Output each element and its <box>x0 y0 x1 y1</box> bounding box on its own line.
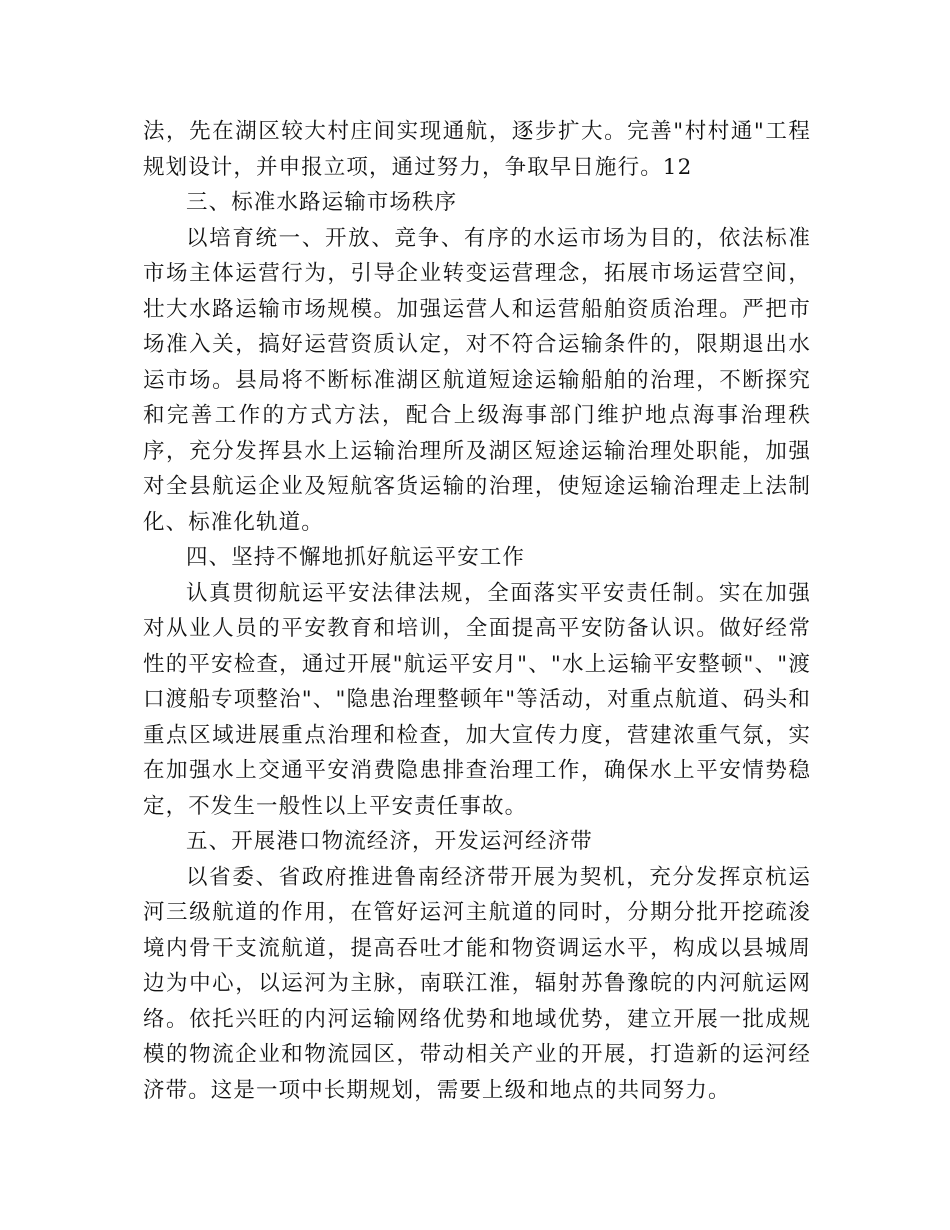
section-heading-4: 四、坚持不懈地抓好航运平安工作 <box>186 545 526 570</box>
section-heading-5: 五、开展港口物流经济，开发运河经济带 <box>186 829 593 854</box>
body-paragraph: 以省委、省政府推进鲁南经济带开展为契机，充分发挥京杭运河三级航道的作用，在管好运河主航道的同时，分期分批开挖疏浚境内骨干支流航道，提高吞吐才能和物资调运水平，构成以县城周边为中心，以运河为主脉，南联江淮，辐射苏鲁豫皖的内河航运网络。依托兴旺的内河运输网络优势和地域优势，建立开展一批成规模的物流企业和物流园区，带动相关产业的开展，打造新的运河经济带。这是一项中长期规划，需要上级和地点的共同努力。 <box>143 864 811 1103</box>
body-paragraph: 以培育统一、开放、竞争、有序的水运市场为目的，依法标准市场主体运营行为，引导企业转变运营理念，拓展市场运营空间，壮大水路运输市场规模。加强运营人和运营船舶资质治理。严把市场准入关，搞好运营资质认定，对不符合运输条件的，限期退出水运市场。县局将不断标准湖区航道短途运输船舶的治理，不断探究和完善工作的方式方法，配合上级海事部门维护地点海事治理秩序，充分发挥县水上运输治理所及湖区短途运输治理处职能，加强对全县航运企业及短航客货运输的治理，使短途运输治理走上法制化、标准化轨道。 <box>143 225 811 535</box>
body-paragraph: 认真贯彻航运平安法律法规，全面落实平安责任制。实在加强对从业人员的平安教育和培训，全面提高平安防备认识。做好经常性的平安检查，通过开展"航运平安月"、"水上运输平安整顿"、"渡口渡船专项整治"、"隐患治理整顿年"等活动，对重点航道、码头和重点区域进展重点治理和检查，加大宣传力度，营建浓重气氛，实在加强水上交通平安消费隐患排查治理工作，确保水上平安情势稳定，不发生一般性以上平安责任事故。 <box>143 580 811 819</box>
document-page <box>143 114 811 1108</box>
body-paragraph-continued: 法，先在湖区较大村庄间实现通航，逐步扩大。完善"村村通"工程规划设计，并申报立项，通过努力，争取早日施行。12 <box>143 119 811 180</box>
section-heading-3: 三、标准水路运输市场秩序 <box>186 190 458 215</box>
